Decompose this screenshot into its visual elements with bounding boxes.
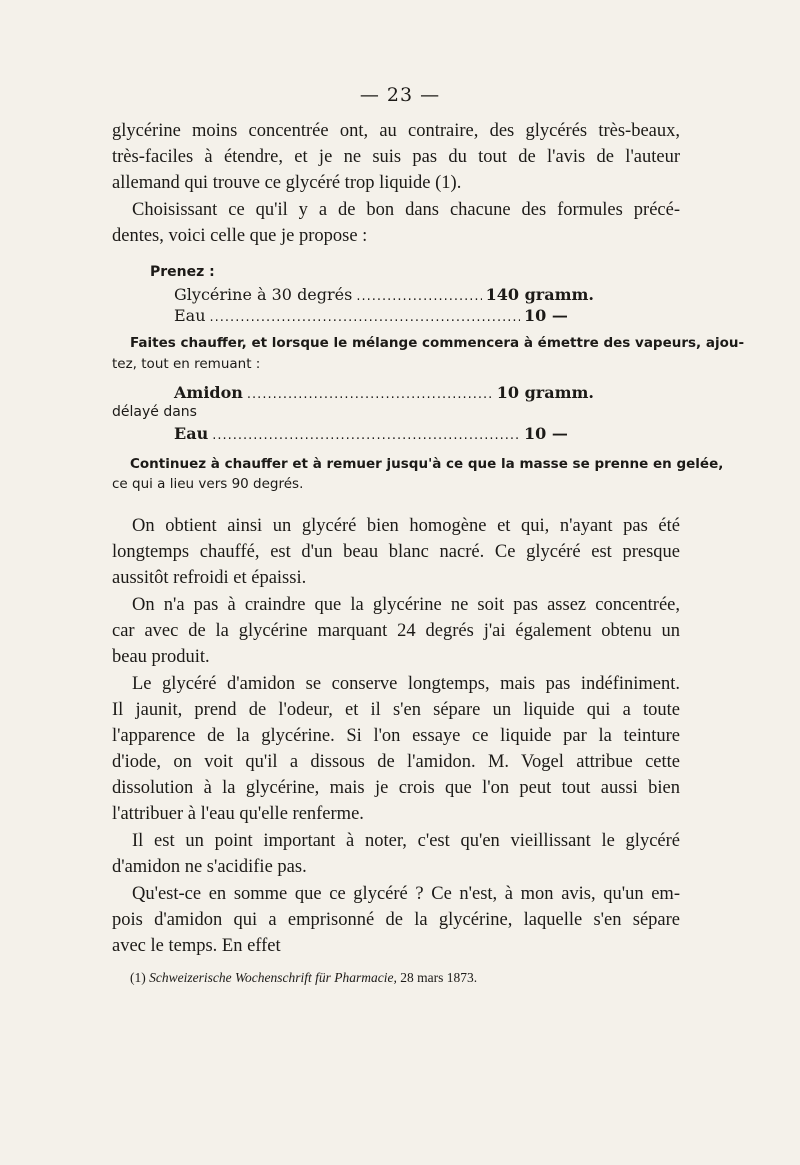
body-line: pois d'amidon qui a emprisonné de la glycérine, laquelle s'en sépare: [112, 910, 680, 930]
dot-leader: [247, 387, 493, 402]
ingredient-name: Eau: [174, 306, 206, 325]
body-line: car avec de la glycérine marquant 24 degrés j'ai également obtenu un: [112, 621, 680, 641]
recipe-ingredient-row: [174, 285, 594, 305]
body-line: dissolution à la glycérine, mais je crois que l'on peut tout aussi bien: [112, 778, 680, 798]
ingredient-name: Glycérine à 30 degrés: [174, 285, 353, 304]
recipe-ingredient-row: [174, 424, 594, 444]
body-line: d'iode, on voit qu'il a dissous de l'amidon. M. Vogel attribue cette: [112, 752, 680, 772]
recipe-middle-text: délayé dans: [112, 404, 197, 420]
body-line: l'apparence de la glycérine. Si l'on essaye ce liquide par la teinture: [112, 726, 680, 746]
body-line: longtemps chauffé, est d'un beau blanc nacré. Ce glycéré est presque: [112, 542, 680, 562]
ingredient-name: Amidon: [174, 383, 243, 402]
ingredient-quantity: 10 gramm.: [496, 383, 594, 402]
body-line: l'attribuer à l'eau qu'elle renferme.: [112, 804, 364, 824]
recipe-ingredient-row: [174, 306, 594, 326]
recipe-instruction: Faites chauffer, et lorsque le mélange commencera à émettre des vapeurs, ajou-: [130, 335, 745, 351]
dot-leader: [212, 428, 520, 443]
ingredient-quantity: 140 gramm.: [485, 285, 594, 304]
body-line: glycérine moins concentrée ont, au contraire, des glycérés très-beaux,: [112, 121, 680, 141]
body-line: Il jaunit, prend de l'odeur, et il s'en sépare un liquide qui a toute: [112, 700, 680, 720]
ingredient-name: Eau: [174, 424, 209, 443]
dot-leader: [210, 310, 520, 325]
ingredient-quantity: 10 —: [524, 306, 568, 325]
dot-leader: [356, 289, 481, 304]
footnote: [130, 970, 477, 986]
recipe-instruction: ce qui a lieu vers 90 degrés.: [112, 476, 304, 492]
body-line: dentes, voici celle que je propose :: [112, 226, 368, 246]
footnote-source: Schweizerische Wochenschrift für Pharmacie,: [149, 970, 397, 985]
body-line: d'amidon ne s'acidifie pas.: [112, 857, 307, 877]
body-line: Choisissant ce qu'il y a de bon dans chacune des formules précé-: [132, 200, 680, 220]
recipe-instruction: tez, tout en remuant :: [112, 356, 261, 372]
page-number: — 23 —: [359, 84, 441, 106]
body-line: Il est un point important à noter, c'est qu'en vieillissant le glycéré: [132, 831, 680, 851]
body-line: beau produit.: [112, 647, 210, 667]
recipe-ingredient-row: [174, 383, 594, 403]
body-line: aussitôt refroidi et épaissi.: [112, 568, 307, 588]
body-line: Qu'est-ce en somme que ce glycéré ? Ce n'est, à mon avis, qu'un em-: [132, 884, 680, 904]
body-line: On n'a pas à craindre que la glycérine ne soit pas assez concentrée,: [132, 595, 680, 615]
recipe-intro: Prenez :: [150, 264, 215, 280]
body-line: On obtient ainsi un glycéré bien homogène et qui, n'ayant pas été: [132, 516, 680, 536]
recipe-instruction: Continuez à chauffer et à remuer jusqu'à ce que la masse se prenne en gelée,: [130, 456, 724, 472]
body-line: très-faciles à étendre, et je ne suis pas du tout de l'avis de l'auteur: [112, 147, 680, 167]
body-line: allemand qui trouve ce glycéré trop liquide (1).: [112, 173, 462, 193]
body-line: Le glycéré d'amidon se conserve longtemps, mais pas indéfiniment.: [132, 674, 680, 694]
body-line: avec le temps. En effet: [112, 936, 281, 956]
ingredient-quantity: 10 —: [524, 424, 568, 443]
footnote-marker: (1): [130, 970, 146, 985]
footnote-date: 28 mars 1873.: [400, 970, 478, 985]
